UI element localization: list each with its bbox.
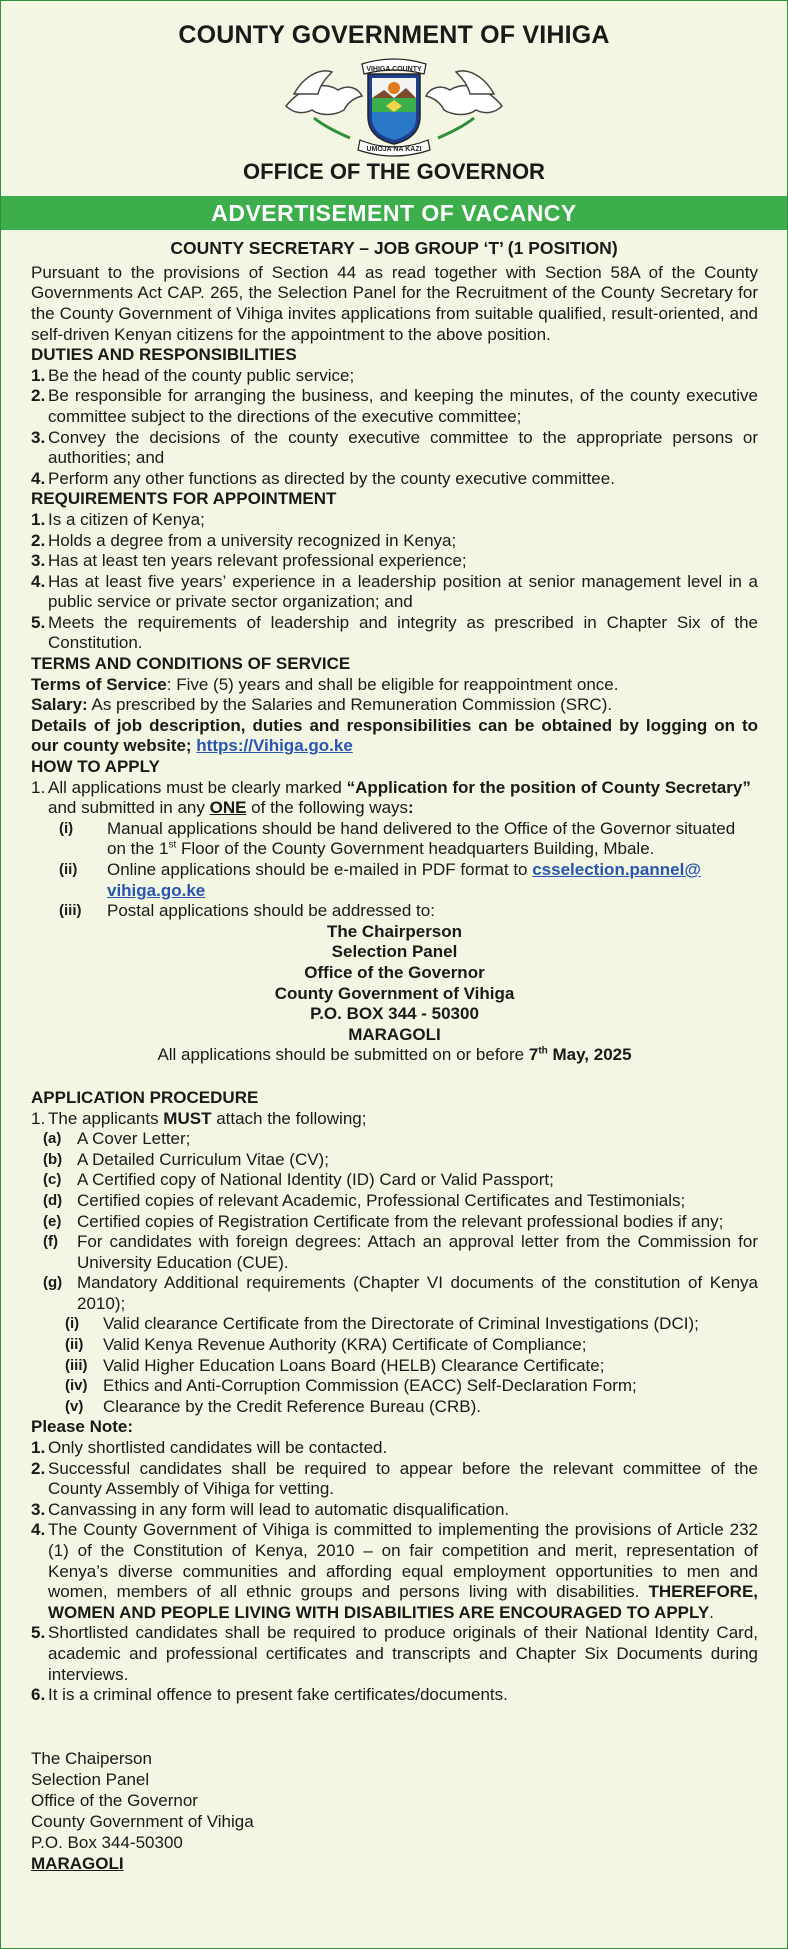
requirement-item: 2. Holds a degree from a university recognized in Kenya;: [31, 530, 457, 550]
office-title: OFFICE OF THE GOVERNOR: [243, 158, 545, 184]
note-item: 5. Shortlisted candidates shall be required to produce originals of their National Identity Card, academic and professional certificates and transcripts and Chapter Six Documents during interviews.: [31, 1623, 758, 1684]
signature-block: The Chaiperson Selection Panel Office of the Governor County Government of Vihiga P.O. Box 344-50300 MARAGOLI: [31, 1748, 254, 1873]
postal-address: The Chairperson Selection Panel Office of the Governor County Government of Vihiga P.O. BOX 344 - 50300 MARAGOLI: [274, 921, 515, 1044]
chapter-six-item: (ii) Valid Kenya Revenue Authority (KRA) Certificate of Compliance;: [65, 1335, 587, 1355]
duty-item: 3. Convey the decisions of the county executive committee to the appropriate persons or authorities; and: [31, 427, 758, 468]
how-to-apply-heading: HOW TO APPLY: [31, 757, 160, 777]
attachment-item: (g) Mandatory Additional requirements (Chapter VI documents of the constitution of Kenya 2010);: [43, 1273, 758, 1313]
county-crest-logo: [274, 54, 514, 158]
note-item: 4. The County Government of Vihiga is committed to implementing the provisions of Article 232 (1) of the Constitution of Kenya, 2010 – on fair competition and merit, representation of Kenya’s diverse communities and affording equal employment opportunities to men and women, members of all ethnic groups and persons living with disabilities. THEREFORE, WOMEN AND PEOPLE LIVING WITH DISABILITIES ARE ENCOURAGED TO APPLY.: [31, 1520, 758, 1622]
chapter-six-item: (i) Valid clearance Certificate from the Directorate of Criminal Investigations (DCI);: [65, 1314, 699, 1334]
requirement-item: 1. Is a citizen of Kenya;: [31, 509, 205, 529]
details-note: Details of job description, duties and responsibilities can be obtained by logging on to our county website; https://Vihiga.go.ke: [31, 715, 758, 756]
note-item: 6. It is a criminal offence to present fake certificates/documents.: [31, 1685, 508, 1705]
vacancy-banner: ADVERTISEMENT OF VACANCY: [1, 196, 787, 230]
chapter-six-item: (iv) Ethics and Anti-Corruption Commission (EACC) Self-Declaration Form;: [65, 1376, 637, 1396]
deadline: All applications should be submitted on or before 7th May, 2025: [157, 1045, 632, 1065]
attachment-item: (c) A Certified copy of National Identity (ID) Card or Valid Passport;: [43, 1170, 554, 1190]
notes-heading: Please Note:: [31, 1417, 134, 1437]
duty-item: 4. Perform any other functions as directed by the county executive committee.: [31, 468, 615, 488]
attachment-item: (e) Certified copies of Registration Certificate from the relevant professional bodies if any;: [43, 1211, 724, 1231]
attachment-item: (a) A Cover Letter;: [43, 1129, 191, 1149]
requirements-heading: REQUIREMENTS FOR APPOINTMENT: [31, 489, 337, 509]
attachment-item: (b) A Detailed Curriculum Vitae (CV);: [43, 1149, 329, 1169]
note-item: 1. Only shortlisted candidates will be contacted.: [31, 1438, 388, 1458]
apply-way: (i) Manual applications should be hand delivered to the Office of the Governor situated on the 1st Floor of the County Government headquarters Building, Mbale.: [59, 818, 736, 859]
terms-heading: TERMS AND CONDITIONS OF SERVICE: [31, 654, 351, 674]
job-title: COUNTY SECRETARY – JOB GROUP ‘T’ (1 POSITION): [170, 238, 618, 259]
terms-of-service: Terms of Service: Five (5) years and shall be eligible for reappointment once.: [31, 674, 619, 694]
note-item: 2. Successful candidates shall be required to appear before the relevant committee of the County Assembly of Vihiga for vetting.: [31, 1458, 758, 1499]
attachment-item: (f) For candidates with foreign degrees: Attach an approval letter from the Commission for University Education (CUE).: [43, 1232, 758, 1272]
duties-heading: DUTIES AND RESPONSIBILITIES: [31, 345, 297, 365]
duty-item: 1. Be the head of the county public service;: [31, 365, 355, 385]
apply-way: (ii) Online applications should be e-mailed in PDF format to csselection.pannel@ vihiga.go.ke: [59, 860, 701, 900]
intro-paragraph: Pursuant to the provisions of Section 44 as read together with Section 58A of the County Governments Act CAP. 265, the Selection Panel for the Recruitment of the County Secretary for the County Government of Vihiga invites applications from suitable qualified, result-oriented, and self-driven Kenyan citizens for the appointment to the above position.: [31, 262, 758, 344]
advert-body: [1, 263, 787, 1874]
requirement-item: 3. Has at least ten years relevant professional experience;: [31, 551, 467, 571]
crest-motto-text: UMOJA NA KAZI: [366, 145, 422, 153]
website-link[interactable]: https://Vihiga.go.ke: [196, 736, 353, 756]
crest-top-text: VIHIGA COUNTY: [366, 65, 422, 73]
procedure-heading: APPLICATION PROCEDURE: [31, 1087, 259, 1107]
salary: Salary: As prescribed by the Salaries and Remuneration Commission (SRC).: [31, 695, 613, 715]
chapter-six-item: (v) Clearance by the Credit Reference Bureau (CRB).: [65, 1396, 481, 1416]
procedure-lead: 1. The applicants MUST attach the following;: [31, 1108, 367, 1128]
county-title: COUNTY GOVERNMENT OF VIHIGA: [178, 21, 610, 49]
duty-item: 2. Be responsible for arranging the business, and keeping the minutes, of the county executive committee subject to the directions of the executive committee;: [31, 386, 758, 426]
email-link[interactable]: csselection.pannel@ vihiga.go.ke: [107, 860, 701, 900]
apply-way: (iii) Postal applications should be addressed to:: [59, 901, 435, 921]
attachment-item: (d) Certified copies of relevant Academic, Professional Certificates and Testimonials;: [43, 1190, 686, 1210]
apply-instruction: 1. All applications must be clearly marked “Application for the position of County Secretary” and submitted in any ONE of the following ways:: [31, 777, 751, 818]
chapter-six-item: (iii) Valid Higher Education Loans Board (HELB) Clearance Certificate;: [65, 1355, 605, 1375]
requirement-item: 5. Meets the requirements of leadership and integrity as prescribed in Chapter Six of the Constitution.: [31, 612, 758, 653]
requirement-item: 4. Has at least five years’ experience in a leadership position at senior management level in a public service or private sector organization; and: [31, 571, 758, 612]
note-item: 3. Canvassing in any form will lead to automatic disqualification.: [31, 1499, 510, 1519]
